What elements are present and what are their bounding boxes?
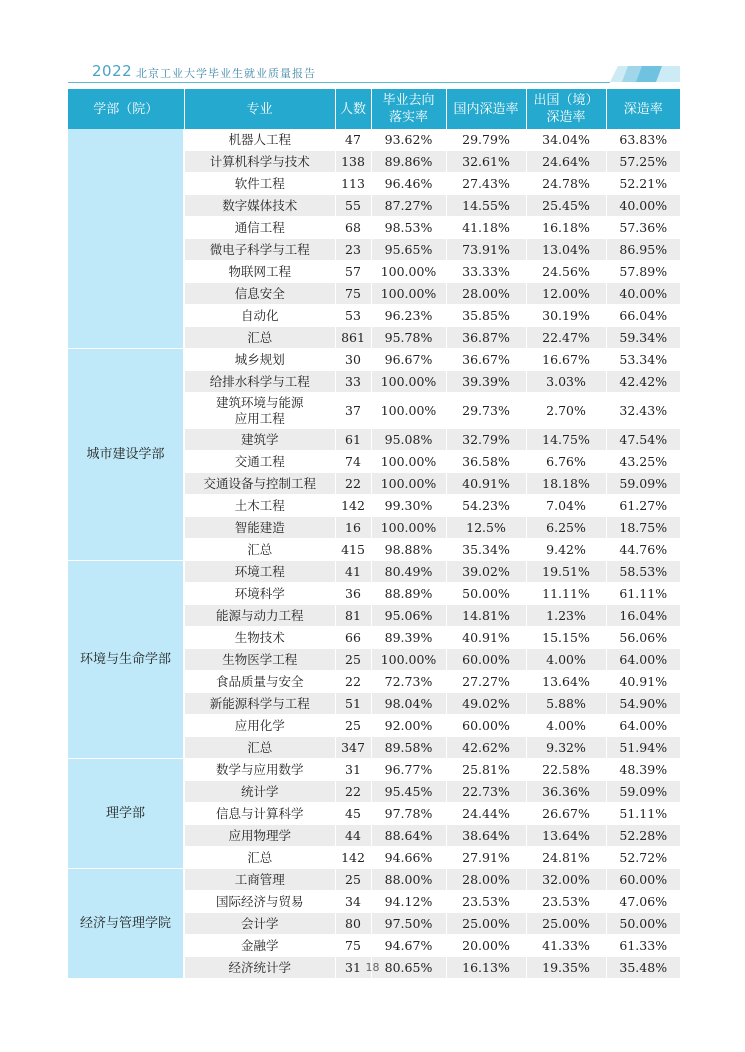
abroad-rate-cell: 4.00% [526,715,606,737]
domestic-rate-cell: 60.00% [446,649,526,671]
abroad-rate-cell: 16.18% [526,217,606,239]
employment-table [68,89,680,979]
count-cell: 25 [335,869,371,891]
abroad-rate-cell: 24.78% [526,173,606,195]
header-abroad-rate-line2: 深造率 [546,110,586,125]
count-cell: 68 [335,217,371,239]
abroad-rate-cell: 13.64% [526,825,606,847]
domestic-rate-cell: 60.00% [446,715,526,737]
further-study-rate-cell: 57.36% [606,217,680,239]
further-study-rate-cell: 64.00% [606,715,680,737]
further-study-rate-cell: 35.48% [606,957,680,979]
placement-rate-cell: 96.67% [371,349,446,371]
major-cell: 统计学 [184,781,335,803]
count-cell: 61 [335,429,371,451]
table-row [68,561,680,583]
placement-rate-cell: 95.45% [371,781,446,803]
abroad-rate-cell: 9.32% [526,737,606,759]
major-cell: 数学与应用数学 [184,759,335,781]
further-study-rate-cell: 50.00% [606,913,680,935]
domestic-rate-cell: 28.00% [446,869,526,891]
abroad-rate-cell: 25.00% [526,913,606,935]
table-header-row [68,89,680,129]
count-cell: 22 [335,473,371,495]
abroad-rate-cell: 3.03% [526,371,606,393]
placement-rate-cell: 96.23% [371,305,446,327]
domestic-rate-cell: 40.91% [446,473,526,495]
major-cell: 机器人工程 [184,129,335,151]
placement-rate-cell: 94.67% [371,935,446,957]
count-cell: 25 [335,715,371,737]
table-row [68,349,680,371]
further-study-rate-cell: 40.00% [606,283,680,305]
placement-rate-cell: 100.00% [371,473,446,495]
table-row [68,129,680,151]
domestic-rate-cell: 36.87% [446,327,526,349]
count-cell: 57 [335,261,371,283]
header-decoration-icon [610,66,680,82]
major-cell: 交通工程 [184,451,335,473]
major-cell: 建筑学 [184,429,335,451]
domestic-rate-cell: 29.73% [446,393,526,429]
further-study-rate-cell: 54.90% [606,693,680,715]
placement-rate-cell: 95.65% [371,239,446,261]
placement-rate-cell: 100.00% [371,261,446,283]
placement-rate-cell: 99.30% [371,495,446,517]
major-cell: 软件工程 [184,173,335,195]
placement-rate-cell: 98.88% [371,539,446,561]
abroad-rate-cell: 26.67% [526,803,606,825]
domestic-rate-cell: 35.34% [446,539,526,561]
abroad-rate-cell: 32.00% [526,869,606,891]
count-cell: 31 [335,759,371,781]
abroad-rate-cell: 5.88% [526,693,606,715]
further-study-rate-cell: 58.53% [606,561,680,583]
domestic-rate-cell: 39.02% [446,561,526,583]
further-study-rate-cell: 59.09% [606,473,680,495]
major-cell: 食品质量与安全 [184,671,335,693]
major-cell: 微电子科学与工程 [184,239,335,261]
department-cell: 理学部 [68,759,184,869]
major-cell: 经济统计学 [184,957,335,979]
placement-rate-cell: 95.08% [371,429,446,451]
placement-rate-cell: 95.06% [371,605,446,627]
further-study-rate-cell: 86.95% [606,239,680,261]
placement-rate-cell: 87.27% [371,195,446,217]
domestic-rate-cell: 27.27% [446,671,526,693]
major-cell: 数字媒体技术 [184,195,335,217]
domestic-rate-cell: 22.73% [446,781,526,803]
department-cell: 城市建设学部 [68,349,184,561]
header-count: 人数 [335,89,371,129]
header-major: 专业 [184,89,335,129]
further-study-rate-cell: 52.28% [606,825,680,847]
placement-rate-cell: 88.64% [371,825,446,847]
abroad-rate-cell: 16.67% [526,349,606,371]
abroad-rate-cell: 24.64% [526,151,606,173]
placement-rate-cell: 94.12% [371,891,446,913]
count-cell: 80 [335,913,371,935]
further-study-rate-cell: 61.27% [606,495,680,517]
domestic-rate-cell: 33.33% [446,261,526,283]
placement-rate-cell: 100.00% [371,283,446,305]
count-cell: 75 [335,935,371,957]
further-study-rate-cell: 59.09% [606,781,680,803]
header-placement-rate-line1: 毕业去向 [382,93,435,108]
header-domestic-rate: 国内深造率 [446,89,526,129]
count-cell: 25 [335,649,371,671]
count-cell: 113 [335,173,371,195]
domestic-rate-cell: 28.00% [446,283,526,305]
abroad-rate-cell: 25.45% [526,195,606,217]
domestic-rate-cell: 38.64% [446,825,526,847]
domestic-rate-cell: 14.81% [446,605,526,627]
abroad-rate-cell: 36.36% [526,781,606,803]
abroad-rate-cell: 19.51% [526,561,606,583]
placement-rate-cell: 100.00% [371,517,446,539]
abroad-rate-cell: 15.15% [526,627,606,649]
further-study-rate-cell: 32.43% [606,393,680,429]
domestic-rate-cell: 32.79% [446,429,526,451]
major-cell: 城乡规划 [184,349,335,371]
count-cell: 347 [335,737,371,759]
placement-rate-cell: 97.78% [371,803,446,825]
placement-rate-cell: 100.00% [371,371,446,393]
further-study-rate-cell: 66.04% [606,305,680,327]
domestic-rate-cell: 12.5% [446,517,526,539]
further-study-rate-cell: 40.91% [606,671,680,693]
major-cell: 信息与计算科学 [184,803,335,825]
placement-rate-cell: 92.00% [371,715,446,737]
placement-rate-cell: 96.46% [371,173,446,195]
major-cell: 汇总 [184,327,335,349]
count-cell: 47 [335,129,371,151]
count-cell: 37 [335,393,371,429]
major-cell: 应用物理学 [184,825,335,847]
further-study-rate-cell: 42.42% [606,371,680,393]
count-cell: 51 [335,693,371,715]
domestic-rate-cell: 50.00% [446,583,526,605]
further-study-rate-cell: 51.11% [606,803,680,825]
domestic-rate-cell: 54.23% [446,495,526,517]
major-cell: 工商管理 [184,869,335,891]
domestic-rate-cell: 36.67% [446,349,526,371]
major-cell: 国际经济与贸易 [184,891,335,913]
placement-rate-cell: 100.00% [371,649,446,671]
count-cell: 55 [335,195,371,217]
abroad-rate-cell: 13.04% [526,239,606,261]
major-cell: 新能源科学与工程 [184,693,335,715]
table-body [68,129,680,979]
header-rule [68,82,610,83]
placement-rate-cell: 72.73% [371,671,446,693]
abroad-rate-cell: 12.00% [526,283,606,305]
major-cell: 智能建造 [184,517,335,539]
placement-rate-cell: 98.53% [371,217,446,239]
count-cell: 31 [335,957,371,979]
placement-rate-cell: 94.66% [371,847,446,869]
count-cell: 23 [335,239,371,261]
abroad-rate-cell: 13.64% [526,671,606,693]
further-study-rate-cell: 44.76% [606,539,680,561]
major-cell: 能源与动力工程 [184,605,335,627]
major-cell: 汇总 [184,539,335,561]
abroad-rate-cell: 30.19% [526,305,606,327]
major-cell: 交通设备与控制工程 [184,473,335,495]
further-study-rate-cell: 47.54% [606,429,680,451]
domestic-rate-cell: 32.61% [446,151,526,173]
page-header [68,58,680,84]
further-study-rate-cell: 60.00% [606,869,680,891]
department-cell: 经济与管理学院 [68,869,184,979]
domestic-rate-cell: 27.43% [446,173,526,195]
further-study-rate-cell: 52.21% [606,173,680,195]
placement-rate-cell: 89.86% [371,151,446,173]
major-cell: 自动化 [184,305,335,327]
placement-rate-cell: 97.50% [371,913,446,935]
domestic-rate-cell: 41.18% [446,217,526,239]
report-title: 北京工业大学毕业生就业质量报告 [136,67,316,80]
major-cell: 生物技术 [184,627,335,649]
further-study-rate-cell: 59.34% [606,327,680,349]
further-study-rate-cell: 64.00% [606,649,680,671]
count-cell: 36 [335,583,371,605]
header-placement-rate [371,89,446,129]
report-year: 2022 [92,62,133,80]
header-placement-rate-line2: 落实率 [388,110,428,125]
abroad-rate-cell: 2.70% [526,393,606,429]
count-cell: 33 [335,371,371,393]
further-study-rate-cell: 47.06% [606,891,680,913]
count-cell: 53 [335,305,371,327]
domestic-rate-cell: 27.91% [446,847,526,869]
major-cell: 通信工程 [184,217,335,239]
domestic-rate-cell: 40.91% [446,627,526,649]
major-cell: 生物医学工程 [184,649,335,671]
abroad-rate-cell: 24.81% [526,847,606,869]
further-study-rate-cell: 48.39% [606,759,680,781]
placement-rate-cell: 80.65% [371,957,446,979]
placement-rate-cell: 89.39% [371,627,446,649]
count-cell: 44 [335,825,371,847]
count-cell: 81 [335,605,371,627]
abroad-rate-cell: 7.04% [526,495,606,517]
major-cell: 信息安全 [184,283,335,305]
further-study-rate-cell: 63.83% [606,129,680,151]
count-cell: 16 [335,517,371,539]
count-cell: 41 [335,561,371,583]
abroad-rate-cell: 9.42% [526,539,606,561]
abroad-rate-cell: 6.76% [526,451,606,473]
domestic-rate-cell: 16.13% [446,957,526,979]
placement-rate-cell: 96.77% [371,759,446,781]
abroad-rate-cell: 22.58% [526,759,606,781]
table-row [68,869,680,891]
abroad-rate-cell: 4.00% [526,649,606,671]
abroad-rate-cell: 19.35% [526,957,606,979]
major-cell: 会计学 [184,913,335,935]
count-cell: 34 [335,891,371,913]
count-cell: 75 [335,283,371,305]
further-study-rate-cell: 61.33% [606,935,680,957]
abroad-rate-cell: 1.23% [526,605,606,627]
further-study-rate-cell: 40.00% [606,195,680,217]
further-study-rate-cell: 57.89% [606,261,680,283]
count-cell: 22 [335,671,371,693]
abroad-rate-cell: 11.11% [526,583,606,605]
placement-rate-cell: 88.89% [371,583,446,605]
count-cell: 415 [335,539,371,561]
table-row [68,759,680,781]
domestic-rate-cell: 14.55% [446,195,526,217]
count-cell: 138 [335,151,371,173]
further-study-rate-cell: 18.75% [606,517,680,539]
count-cell: 142 [335,495,371,517]
abroad-rate-cell: 34.04% [526,129,606,151]
count-cell: 30 [335,349,371,371]
major-cell: 环境工程 [184,561,335,583]
domestic-rate-cell: 25.00% [446,913,526,935]
placement-rate-cell: 80.49% [371,561,446,583]
header-abroad-rate-line1: 出国（境） [533,93,599,108]
count-cell: 66 [335,627,371,649]
further-study-rate-cell: 53.34% [606,349,680,371]
domestic-rate-cell: 25.81% [446,759,526,781]
abroad-rate-cell: 41.33% [526,935,606,957]
domestic-rate-cell: 36.58% [446,451,526,473]
domestic-rate-cell: 49.02% [446,693,526,715]
major-cell: 汇总 [184,737,335,759]
domestic-rate-cell: 42.62% [446,737,526,759]
header-further-study-rate: 深造率 [606,89,680,129]
major-cell: 给排水科学与工程 [184,371,335,393]
abroad-rate-cell: 6.25% [526,517,606,539]
domestic-rate-cell: 24.44% [446,803,526,825]
domestic-rate-cell: 73.91% [446,239,526,261]
header-department: 学部（院） [68,89,184,129]
abroad-rate-cell: 14.75% [526,429,606,451]
major-cell: 应用化学 [184,715,335,737]
further-study-rate-cell: 16.04% [606,605,680,627]
further-study-rate-cell: 61.11% [606,583,680,605]
page-number: 18 [365,961,380,974]
further-study-rate-cell: 43.25% [606,451,680,473]
major-cell: 汇总 [184,847,335,869]
further-study-rate-cell: 52.72% [606,847,680,869]
domestic-rate-cell: 20.00% [446,935,526,957]
domestic-rate-cell: 23.53% [446,891,526,913]
further-study-rate-cell: 57.25% [606,151,680,173]
placement-rate-cell: 88.00% [371,869,446,891]
count-cell: 142 [335,847,371,869]
domestic-rate-cell: 39.39% [446,371,526,393]
major-cell: 金融学 [184,935,335,957]
domestic-rate-cell: 35.85% [446,305,526,327]
major-cell: 建筑环境与能源 应用工程 [184,393,335,429]
header-abroad-rate [526,89,606,129]
count-cell: 22 [335,781,371,803]
count-cell: 45 [335,803,371,825]
count-cell: 861 [335,327,371,349]
abroad-rate-cell: 24.56% [526,261,606,283]
department-cell [68,129,184,349]
major-cell: 土木工程 [184,495,335,517]
placement-rate-cell: 100.00% [371,451,446,473]
placement-rate-cell: 95.78% [371,327,446,349]
count-cell: 74 [335,451,371,473]
placement-rate-cell: 98.04% [371,693,446,715]
abroad-rate-cell: 18.18% [526,473,606,495]
domestic-rate-cell: 29.79% [446,129,526,151]
placement-rate-cell: 93.62% [371,129,446,151]
major-cell: 物联网工程 [184,261,335,283]
further-study-rate-cell: 51.94% [606,737,680,759]
major-cell: 计算机科学与技术 [184,151,335,173]
placement-rate-cell: 89.58% [371,737,446,759]
further-study-rate-cell: 56.06% [606,627,680,649]
department-cell: 环境与生命学部 [68,561,184,759]
major-cell: 环境科学 [184,583,335,605]
abroad-rate-cell: 22.47% [526,327,606,349]
placement-rate-cell: 100.00% [371,393,446,429]
abroad-rate-cell: 23.53% [526,891,606,913]
